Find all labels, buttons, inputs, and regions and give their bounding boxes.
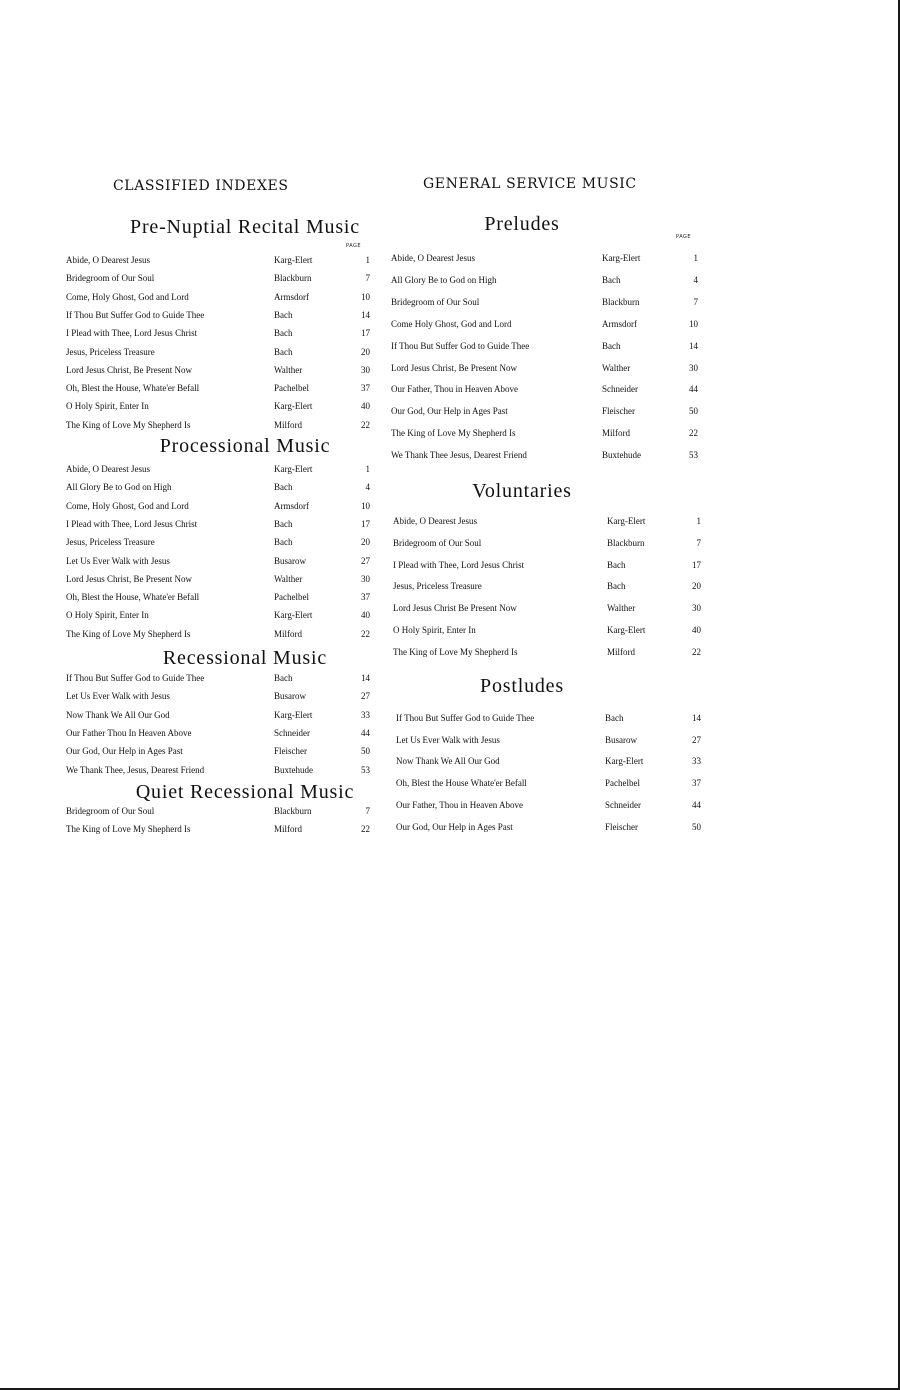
page-number: 50 bbox=[689, 406, 698, 417]
piece-title: Our Father, Thou in Heaven Above bbox=[391, 384, 518, 395]
piece-title: Come, Holy Ghost, God and Lord bbox=[66, 500, 189, 511]
composer-name: Karg-Elert bbox=[274, 610, 313, 621]
piece-title: Now Thank We All Our God bbox=[396, 756, 500, 767]
page-number: 40 bbox=[692, 625, 701, 635]
page-number: 33 bbox=[692, 756, 701, 767]
composer-name: Busarow bbox=[605, 734, 637, 745]
index-row bbox=[0, 363, 900, 377]
piece-title: Abide, O Dearest Jesus bbox=[393, 516, 477, 526]
composer-name: Walther bbox=[274, 573, 303, 584]
piece-title: If Thou But Suffer God to Guide Thee bbox=[66, 673, 205, 683]
piece-title: Now Thank We All Our God bbox=[66, 709, 170, 720]
page-number: 27 bbox=[361, 691, 370, 702]
page-number: 37 bbox=[361, 592, 370, 603]
piece-title: Our God, Our Help in Ages Past bbox=[66, 746, 183, 757]
piece-title: Our Father, Thou in Heaven Above bbox=[396, 799, 523, 810]
piece-title: Bridegroom of Our Soul bbox=[66, 273, 155, 284]
piece-title: Let Us Ever Walk with Jesus bbox=[396, 734, 500, 745]
section-title: Pre-Nuptial Recital Music bbox=[130, 216, 360, 238]
composer-name: Pachelbel bbox=[274, 592, 309, 603]
page-number: 1 bbox=[696, 516, 701, 526]
right-page-column-label: PAGE bbox=[676, 234, 692, 240]
page-number: 17 bbox=[361, 518, 370, 529]
section-title: Quiet Recessional Music bbox=[135, 781, 355, 803]
composer-name: Blackburn bbox=[274, 806, 312, 816]
composer-name: Blackburn bbox=[602, 296, 640, 307]
page-number: 14 bbox=[689, 340, 698, 351]
page-number: 1 bbox=[365, 464, 370, 474]
composer-name: Busarow bbox=[274, 691, 306, 702]
piece-title: Abide, O Dearest Jesus bbox=[66, 255, 150, 265]
piece-title: Oh, Blest the House Whate'er Befall bbox=[396, 778, 527, 789]
page-number: 44 bbox=[361, 727, 370, 738]
page-number: 10 bbox=[361, 291, 370, 302]
piece-title: I Plead with Thee, Lord Jesus Christ bbox=[393, 559, 525, 570]
page-number: 22 bbox=[692, 646, 701, 657]
index-row bbox=[0, 647, 900, 661]
composer-name: Bach bbox=[274, 309, 293, 320]
page-number: 4 bbox=[693, 274, 698, 285]
page-number: 40 bbox=[361, 610, 370, 621]
composer-name: Blackburn bbox=[607, 537, 645, 548]
piece-title: Lord Jesus Christ Be Present Now bbox=[393, 603, 517, 614]
piece-title: O Holy Spirit, Enter In bbox=[393, 625, 476, 635]
section-title: Postludes bbox=[480, 675, 564, 697]
composer-name: Buxtehude bbox=[274, 764, 313, 775]
piece-title: Our Father Thou In Heaven Above bbox=[66, 727, 192, 738]
page-number: 53 bbox=[361, 764, 370, 775]
page-number: 40 bbox=[361, 401, 370, 412]
index-row bbox=[0, 713, 900, 727]
piece-title: Our God, Our Help in Ages Past bbox=[396, 821, 513, 832]
piece-title: We Thank Thee Jesus, Dearest Friend bbox=[391, 450, 527, 461]
piece-title: Jesus, Priceless Treasure bbox=[66, 537, 155, 548]
composer-name: Karg-Elert bbox=[602, 253, 641, 263]
composer-name: Bach bbox=[602, 274, 621, 285]
composer-name: Fleischer bbox=[602, 406, 635, 417]
page-number: 27 bbox=[361, 555, 370, 566]
index-row bbox=[0, 560, 900, 574]
piece-title: I Plead with Thee, Lord Jesus Christ bbox=[66, 328, 198, 339]
index-row bbox=[0, 625, 900, 639]
index-row bbox=[0, 800, 900, 814]
piece-title: Abide, O Dearest Jesus bbox=[391, 253, 475, 263]
piece-title: Bridegroom of Our Soul bbox=[391, 296, 480, 307]
composer-name: Schneider bbox=[274, 727, 310, 738]
index-row bbox=[0, 516, 900, 530]
page-number: 30 bbox=[692, 603, 701, 614]
piece-title: Bridegroom of Our Soul bbox=[393, 537, 482, 548]
composer-name: Karg-Elert bbox=[607, 625, 646, 635]
composer-name: Fleischer bbox=[274, 746, 307, 757]
composer-name: Schneider bbox=[605, 799, 641, 810]
composer-name: Bach bbox=[605, 713, 624, 723]
composer-name: Karg-Elert bbox=[274, 401, 313, 412]
page-number: 22 bbox=[361, 824, 370, 835]
piece-title: O Holy Spirit, Enter In bbox=[66, 401, 149, 412]
page-number: 50 bbox=[692, 821, 701, 832]
piece-title: Bridegroom of Our Soul bbox=[66, 806, 155, 816]
index-row bbox=[0, 756, 900, 770]
piece-title: Lord Jesus Christ, Be Present Now bbox=[391, 362, 517, 373]
index-row bbox=[0, 822, 900, 836]
page-number: 44 bbox=[692, 799, 701, 810]
page-number: 7 bbox=[365, 806, 370, 816]
page-number: 7 bbox=[696, 537, 701, 548]
piece-title: Jesus, Priceless Treasure bbox=[393, 581, 482, 592]
composer-name: Bach bbox=[274, 328, 293, 339]
index-row bbox=[0, 464, 900, 478]
index-row bbox=[0, 538, 900, 552]
composer-name: Busarow bbox=[274, 555, 306, 566]
page-number: 20 bbox=[692, 581, 701, 592]
index-row bbox=[0, 253, 900, 267]
page-number: 37 bbox=[361, 383, 370, 394]
index-row bbox=[0, 275, 900, 289]
page-number: 17 bbox=[692, 559, 701, 570]
composer-name: Armsdorf bbox=[274, 291, 309, 302]
page-number: 37 bbox=[692, 778, 701, 789]
composer-name: Armsdorf bbox=[602, 318, 637, 329]
composer-name: Buxtehude bbox=[602, 450, 641, 461]
composer-name: Bach bbox=[274, 537, 293, 548]
section-title: Voluntaries bbox=[472, 480, 572, 502]
piece-title: Come Holy Ghost, God and Lord bbox=[391, 318, 512, 329]
page-number: 53 bbox=[689, 450, 698, 461]
piece-title: The King of Love My Shepherd Is bbox=[66, 419, 191, 430]
index-row bbox=[0, 581, 900, 595]
piece-title: I Plead with Thee, Lord Jesus Christ bbox=[66, 518, 198, 529]
piece-title: All Glory Be to God on High bbox=[391, 274, 497, 285]
piece-title: Let Us Ever Walk with Jesus bbox=[66, 555, 170, 566]
piece-title: All Glory Be to God on High bbox=[66, 482, 172, 493]
page-number: 10 bbox=[361, 500, 370, 511]
index-row bbox=[0, 450, 900, 464]
composer-name: Armsdorf bbox=[274, 500, 309, 511]
composer-name: Karg-Elert bbox=[607, 516, 646, 526]
composer-name: Fleischer bbox=[605, 821, 638, 832]
section-title: Processional Music bbox=[159, 435, 331, 457]
page-number: 14 bbox=[361, 309, 370, 320]
page-number: 33 bbox=[361, 709, 370, 720]
piece-title: Lord Jesus Christ, Be Present Now bbox=[66, 573, 192, 584]
piece-title: Abide, O Dearest Jesus bbox=[66, 464, 150, 474]
composer-name: Bach bbox=[274, 482, 293, 493]
page-number: 17 bbox=[361, 328, 370, 339]
page-number: 44 bbox=[689, 384, 698, 395]
piece-title: Our God, Our Help in Ages Past bbox=[391, 406, 508, 417]
piece-title: If Thou But Suffer God to Guide Thee bbox=[66, 309, 205, 320]
page-number: 4 bbox=[365, 482, 370, 493]
composer-name: Walther bbox=[274, 364, 303, 375]
composer-name: Bach bbox=[274, 518, 293, 529]
page-number: 14 bbox=[692, 713, 701, 723]
page-number: 50 bbox=[361, 746, 370, 757]
piece-title: The King of Love My Shepherd Is bbox=[66, 824, 191, 835]
index-row bbox=[0, 297, 900, 311]
page-number: 30 bbox=[361, 573, 370, 584]
composer-name: Milford bbox=[607, 646, 635, 657]
composer-name: Milford bbox=[274, 628, 302, 639]
piece-title: Oh, Blest the House, Whate'er Befall bbox=[66, 592, 200, 603]
piece-title: Lord Jesus Christ, Be Present Now bbox=[66, 364, 192, 375]
composer-name: Bach bbox=[602, 340, 621, 351]
piece-title: The King of Love My Shepherd Is bbox=[393, 646, 518, 657]
composer-name: Bach bbox=[607, 581, 626, 592]
index-row bbox=[0, 406, 900, 420]
composer-name: Karg-Elert bbox=[274, 464, 313, 474]
index-row bbox=[0, 603, 900, 617]
piece-title: Jesus, Priceless Treasure bbox=[66, 346, 155, 357]
page-number: 14 bbox=[361, 673, 370, 683]
left-column-header: CLASSIFIED INDEXES bbox=[113, 178, 289, 194]
section-title: Recessional Music bbox=[162, 647, 328, 669]
composer-name: Bach bbox=[274, 673, 293, 683]
piece-title: O Holy Spirit, Enter In bbox=[66, 610, 149, 621]
composer-name: Karg-Elert bbox=[274, 709, 313, 720]
page-number: 30 bbox=[361, 364, 370, 375]
page-number: 10 bbox=[689, 318, 698, 329]
piece-title: We Thank Thee, Jesus, Dearest Friend bbox=[66, 764, 205, 775]
index-row bbox=[0, 428, 900, 442]
composer-name: Schneider bbox=[602, 384, 638, 395]
piece-title: If Thou But Suffer God to Guide Thee bbox=[391, 340, 530, 351]
left-page-column-label: PAGE bbox=[346, 243, 362, 249]
page-number: 30 bbox=[689, 362, 698, 373]
piece-title: Come, Holy Ghost, God and Lord bbox=[66, 291, 189, 302]
composer-name: Karg-Elert bbox=[274, 255, 313, 265]
composer-name: Walther bbox=[602, 362, 631, 373]
composer-name: Pachelbel bbox=[274, 383, 309, 394]
page-number: 20 bbox=[361, 537, 370, 548]
index-row bbox=[0, 778, 900, 792]
composer-name: Milford bbox=[274, 824, 302, 835]
composer-name: Pachelbel bbox=[605, 778, 640, 789]
right-column-header: GENERAL SERVICE MUSIC bbox=[423, 176, 637, 192]
piece-title: The King of Love My Shepherd Is bbox=[391, 428, 516, 439]
piece-title: The King of Love My Shepherd Is bbox=[66, 628, 191, 639]
composer-name: Karg-Elert bbox=[605, 756, 644, 767]
composer-name: Milford bbox=[274, 419, 302, 430]
page-number: 20 bbox=[361, 346, 370, 357]
section-title: Preludes bbox=[484, 213, 560, 235]
page-number: 7 bbox=[365, 273, 370, 284]
page-number: 22 bbox=[689, 428, 698, 439]
page-number: 22 bbox=[361, 419, 370, 430]
index-row bbox=[0, 735, 900, 749]
index-row bbox=[0, 341, 900, 355]
index-row bbox=[0, 384, 900, 398]
composer-name: Bach bbox=[274, 346, 293, 357]
page-number: 1 bbox=[365, 255, 370, 265]
page-number: 22 bbox=[361, 628, 370, 639]
composer-name: Milford bbox=[602, 428, 630, 439]
index-row bbox=[0, 319, 900, 333]
page-number: 1 bbox=[693, 253, 698, 263]
page-number: 7 bbox=[693, 296, 698, 307]
composer-name: Blackburn bbox=[274, 273, 312, 284]
composer-name: Bach bbox=[607, 559, 626, 570]
piece-title: Let Us Ever Walk with Jesus bbox=[66, 691, 170, 702]
piece-title: If Thou But Suffer God to Guide Thee bbox=[396, 713, 535, 723]
piece-title: Oh, Blest the House, Whate'er Befall bbox=[66, 383, 200, 394]
composer-name: Walther bbox=[607, 603, 636, 614]
page-number: 27 bbox=[692, 734, 701, 745]
